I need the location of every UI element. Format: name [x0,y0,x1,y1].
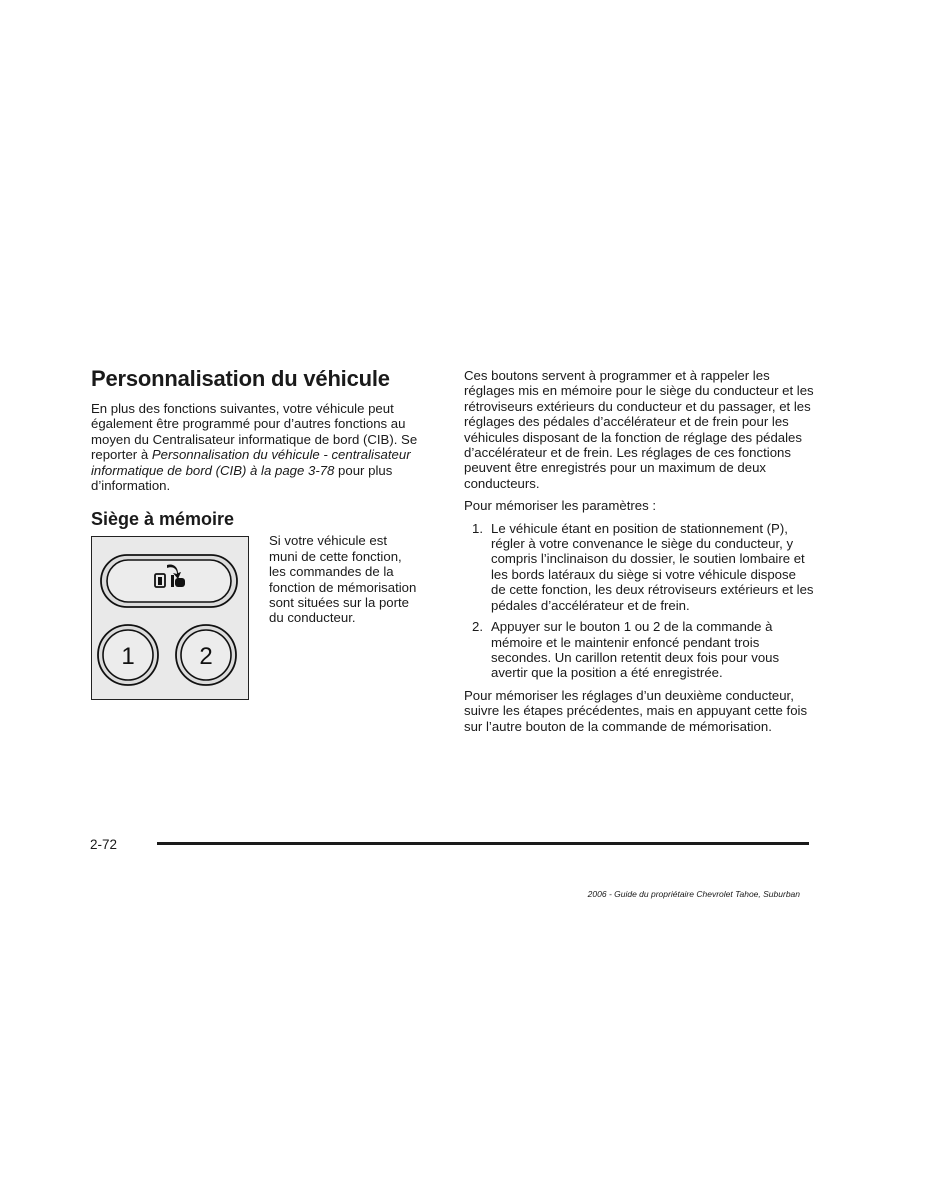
cross-reference: Personnalisation du véhicule - centralisateur informatique de bord (CIB) à la page 3-78 [91,447,411,478]
page-title: Personnalisation du véhicule [91,366,390,391]
memory-side-text: Si votre véhicule est muni de cette fonction, les commandes de la fonction de mémorisation sont situées sur la porte du conducteur. [269,533,417,626]
steps-list [464,521,814,681]
intro-paragraph: En plus des fonctions suivantes, votre véhicule peut également être programmé pour d’autres fonctions au moyen du Centralisateur informatique de bord (CIB). Se reporter à Personnalisation du véhicule - centralisateur informatique de bord (CIB) à la page 3-78 pour plus d’information. [91,401,418,494]
list-item: 2. Appuyer sur le bouton 1 ou 2 de la commande à mémoire et le maintenir enfoncé pendant trois secondes. Un carillon retentit deux fois pour vous avertir que la position a été enregistrée. [472,619,780,681]
second-driver-paragraph: Pour mémoriser les réglages d’un deuxième conducteur, suivre les étapes précédentes, mais en appuyant cette fois sur l’autre bouton de la commande de mémorisation. [464,687,808,734]
memory-button-2-label: 2 [199,643,213,671]
book-title: 2006 - Guide du propriétaire Chevrolet Tahoe, Suburban [587,889,800,899]
list-item: 1. Le véhicule étant en position de stationnement (P), régler à votre convenance le siège du conducteur, y compris l’inclinaison du dossier, le soutien lombaire et les bords latéraux du siège si votre véhicule dispose de cette fonction, les deux rétroviseurs extérieurs et les pédales d’accélérateur et de frein. [472,520,814,613]
buttons-description: Ces boutons servent à programmer et à rappeler les réglages mis en mémoire pour le siège du conducteur et les rétroviseurs extérieurs du conducteur et du passager, et les réglages des pédales d’accélérateur et de frein pour les véhicules disposant de la fonction de réglage des pédales d’accélérateur et de frein. Les réglages de ces fonctions peuvent être enregistrés pour un maximum de deux conducteurs. [464,368,814,491]
memory-control-panel [91,536,249,700]
left-column [91,366,421,700]
steps-intro: Pour mémoriser les paramètres : [464,498,657,514]
memory-button-1-label: 1 [121,643,135,671]
memory-section [91,533,421,700]
footer-divider [157,842,809,845]
memory-panel-illustration [92,537,247,698]
right-column [464,368,814,741]
page-number: 2-72 [90,837,118,852]
section-title: Siège à mémoire [91,509,235,530]
